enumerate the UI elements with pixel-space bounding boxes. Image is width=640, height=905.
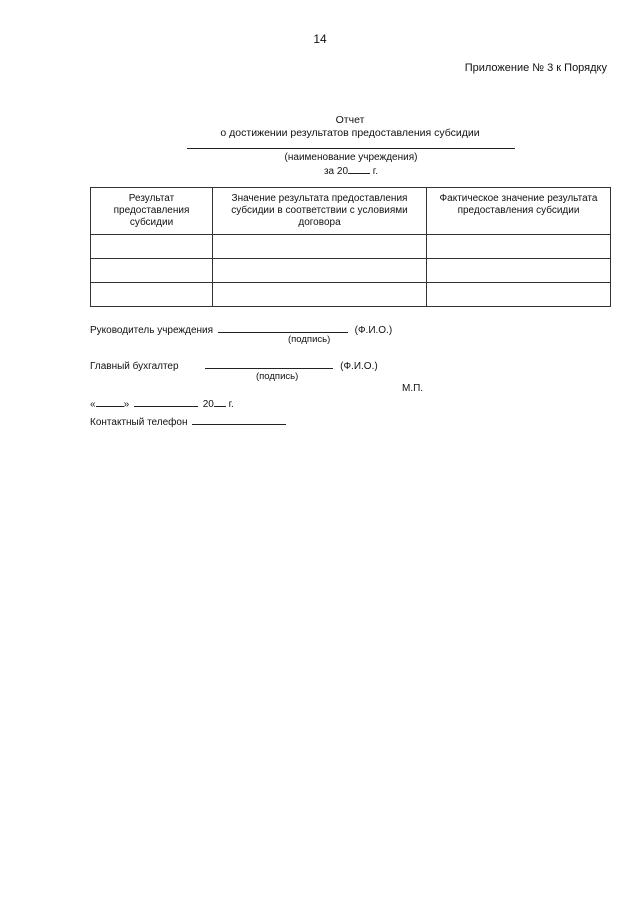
stamp-place: М.П. — [402, 383, 424, 394]
accountant-signature-blank — [205, 358, 333, 369]
accountant-signature-caption: (подпись) — [256, 371, 299, 382]
report-title-line1: Отчет — [335, 114, 365, 126]
column-header: Значение результата предоставления субсидии в соответствии с условиями договора — [213, 188, 427, 235]
head-label: Руководитель учреждения — [90, 325, 214, 336]
date-open-quote: « — [90, 399, 96, 410]
page-number: 14 — [313, 32, 327, 46]
accountant-fio: (Ф.И.О.) — [340, 361, 378, 372]
date-day-blank — [96, 396, 124, 407]
table-row — [91, 259, 611, 283]
period-prefix: за 20 — [323, 166, 349, 177]
date-year-blank — [214, 396, 226, 407]
table-cell — [213, 235, 427, 259]
table-cell — [213, 259, 427, 283]
org-name-line — [187, 148, 515, 149]
date-month-blank — [134, 396, 198, 407]
contact-phone-blank — [192, 414, 286, 425]
column-header: Результат предоставления субсидии — [91, 188, 213, 235]
date-year-prefix: 20 — [202, 399, 214, 410]
table-cell — [427, 283, 611, 307]
period-suffix: г. — [370, 166, 379, 177]
table-cell — [91, 283, 213, 307]
table-cell — [91, 235, 213, 259]
table-header-row — [91, 188, 611, 235]
report-title — [0, 114, 640, 140]
table-cell — [427, 235, 611, 259]
accountant-label: Главный бухгалтер — [90, 361, 179, 372]
org-name-caption: (наименование учреждения) — [284, 152, 418, 163]
column-header: Фактическое значение результата предоставления субсидии — [427, 188, 611, 235]
report-title-line2: о достижении результатов предоставления субсидии — [220, 127, 480, 139]
date-line — [90, 396, 234, 410]
date-close-quote: » — [123, 399, 130, 410]
table-cell — [91, 259, 213, 283]
head-signature-blank — [218, 322, 348, 333]
period-line — [187, 164, 515, 178]
period-year-blank — [348, 164, 370, 174]
head-signature-line — [90, 322, 392, 336]
head-signature-caption: (подпись) — [288, 334, 331, 345]
table-row — [91, 235, 611, 259]
contact-phone-label: Контактный телефон — [90, 417, 188, 428]
report-table — [90, 187, 611, 307]
contact-phone-line — [90, 414, 286, 428]
date-year-suffix: г. — [225, 399, 234, 410]
accountant-signature-line — [90, 358, 378, 372]
table-cell — [213, 283, 427, 307]
head-fio: (Ф.И.О.) — [354, 325, 393, 336]
appendix-note: Приложение № 3 к Порядку — [464, 62, 607, 74]
table-cell — [427, 259, 611, 283]
table-row — [91, 283, 611, 307]
